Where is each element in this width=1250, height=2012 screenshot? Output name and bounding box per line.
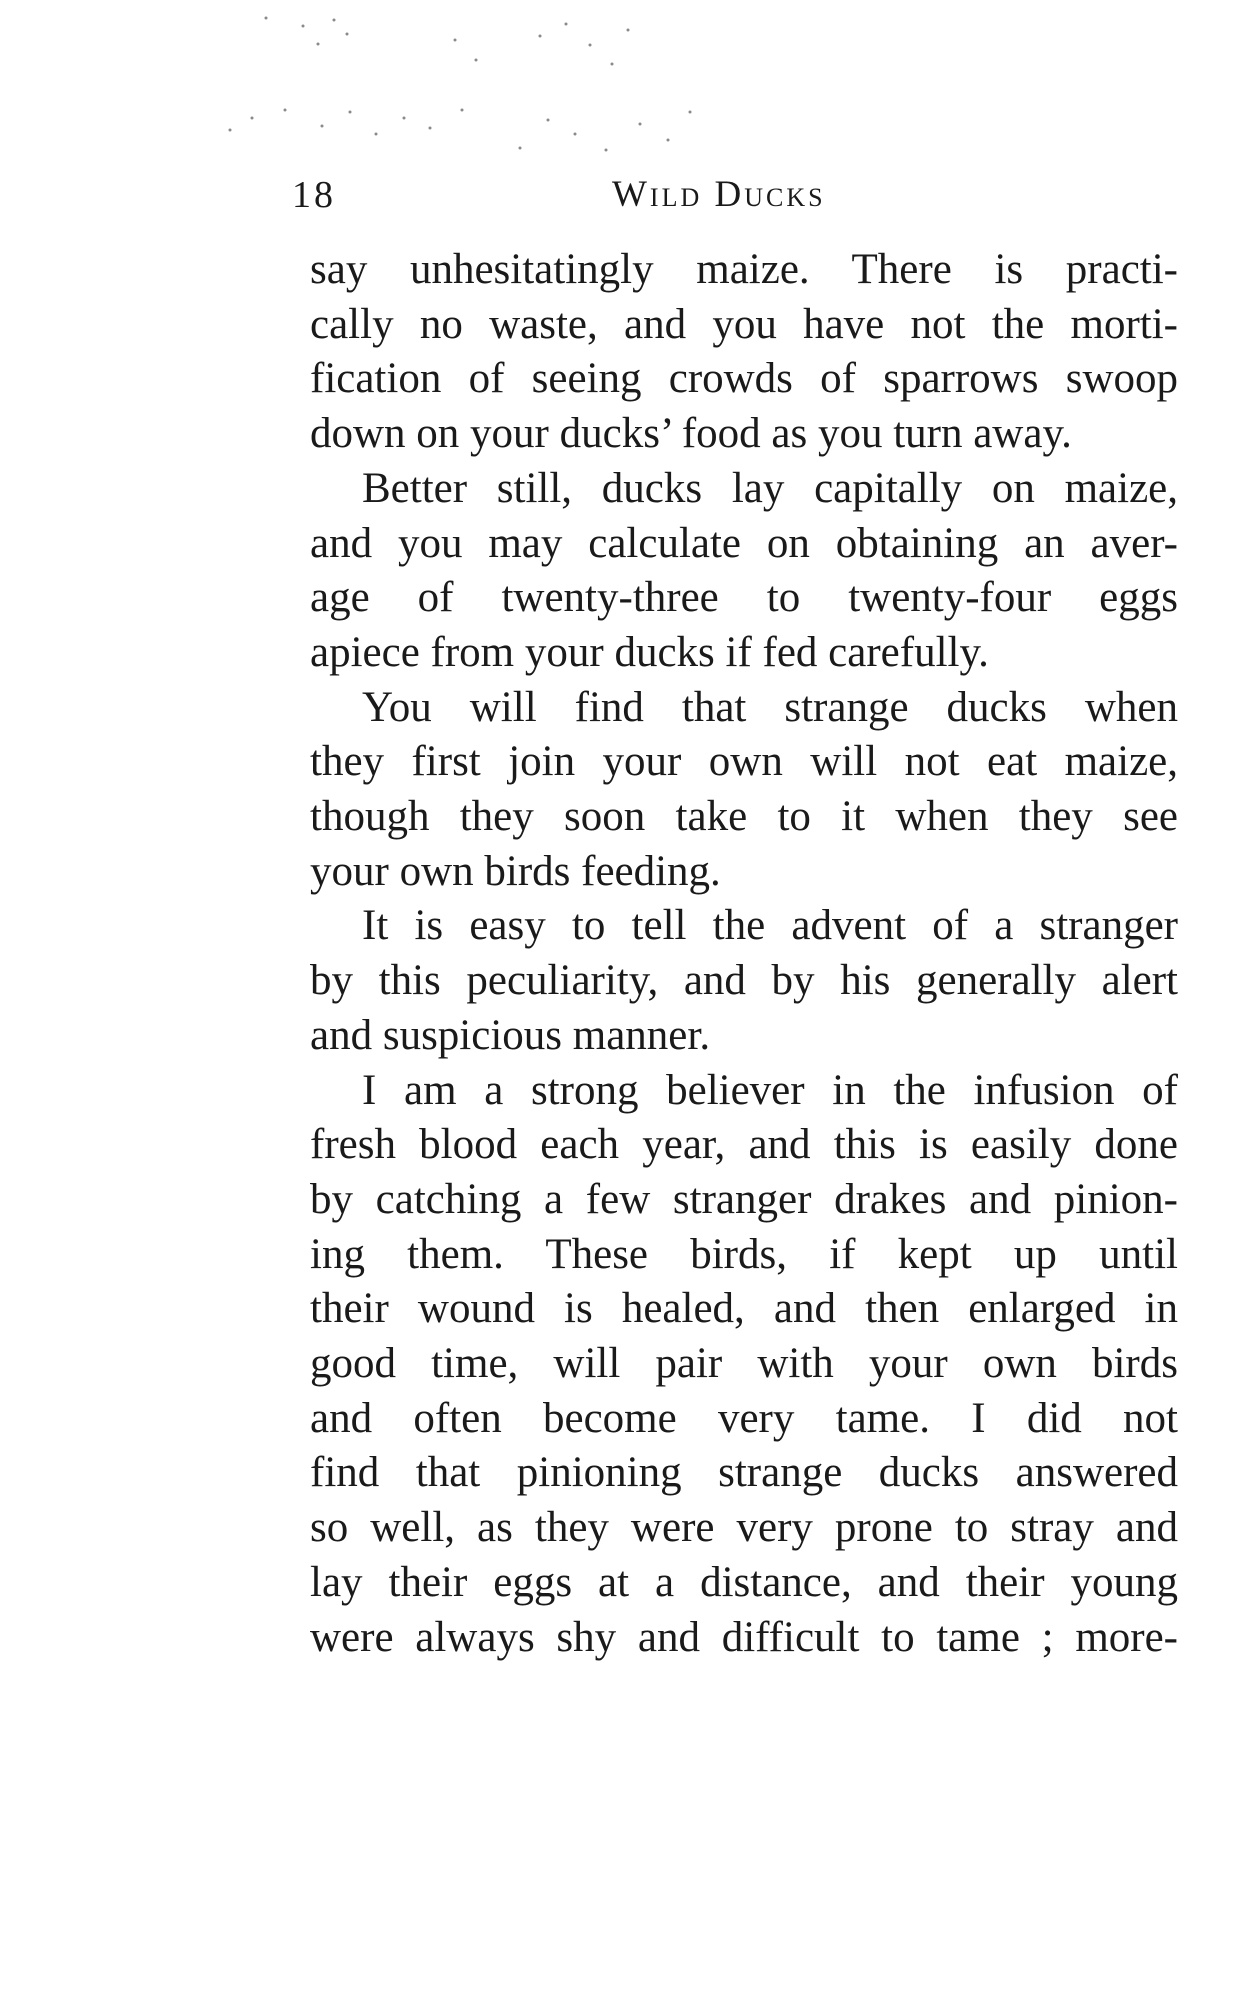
text-line: though they soon take to it when they see <box>310 793 1178 841</box>
paragraph-start-line: Better still, ducks lay capitally on maize, <box>362 464 1178 512</box>
text-line: down on your ducks’ food as you turn away. <box>310 410 1072 458</box>
text-line: and suspicious manner. <box>310 1011 711 1059</box>
paragraph-start-line: It is easy to tell the advent of a stranger <box>362 902 1178 950</box>
page-number: 18 <box>292 174 336 216</box>
text-line: find that pinioning strange ducks answered <box>310 1449 1178 1497</box>
text-line: their wound is healed, and then enlarged in <box>310 1285 1178 1333</box>
text-line: apiece from your ducks if fed carefully. <box>310 628 989 676</box>
text-line: by catching a few stranger drakes and pinion- <box>310 1175 1178 1223</box>
text-line: lay their eggs at a distance, and their young <box>310 1558 1178 1606</box>
text-line: your own birds feeding. <box>310 847 721 895</box>
text-line: cally no waste, and you have not the morti- <box>310 300 1178 348</box>
paragraph-start-line: I am a strong believer in the infusion of <box>362 1066 1178 1114</box>
text-line: by this peculiarity, and by his generally alert <box>310 957 1178 1005</box>
running-head: Wild Ducks <box>612 174 826 215</box>
text-line: were always shy and difficult to tame ; more- <box>310 1613 1178 1661</box>
body-text <box>310 243 1178 1665</box>
text-line: say unhesitatingly maize. There is practi- <box>310 246 1178 293</box>
text-line: they first join your own will not eat maize, <box>310 738 1178 786</box>
text-line: and often become very tame. I did not <box>310 1394 1178 1442</box>
text-line: so well, as they were very prone to stray and <box>310 1504 1178 1552</box>
paragraph-start-line: You will find that strange ducks when <box>362 683 1178 731</box>
text-line: fication of seeing crowds of sparrows swoop <box>310 355 1178 403</box>
text-line: fresh blood each year, and this is easily done <box>310 1121 1178 1169</box>
text-line: good time, will pair with your own birds <box>310 1340 1178 1388</box>
print-speckle-marks <box>0 0 1250 260</box>
text-line: ing them. These birds, if kept up until <box>310 1230 1178 1278</box>
text-line: age of twenty-three to twenty-four eggs <box>310 574 1178 622</box>
text-line: and you may calculate on obtaining an aver- <box>310 519 1178 567</box>
